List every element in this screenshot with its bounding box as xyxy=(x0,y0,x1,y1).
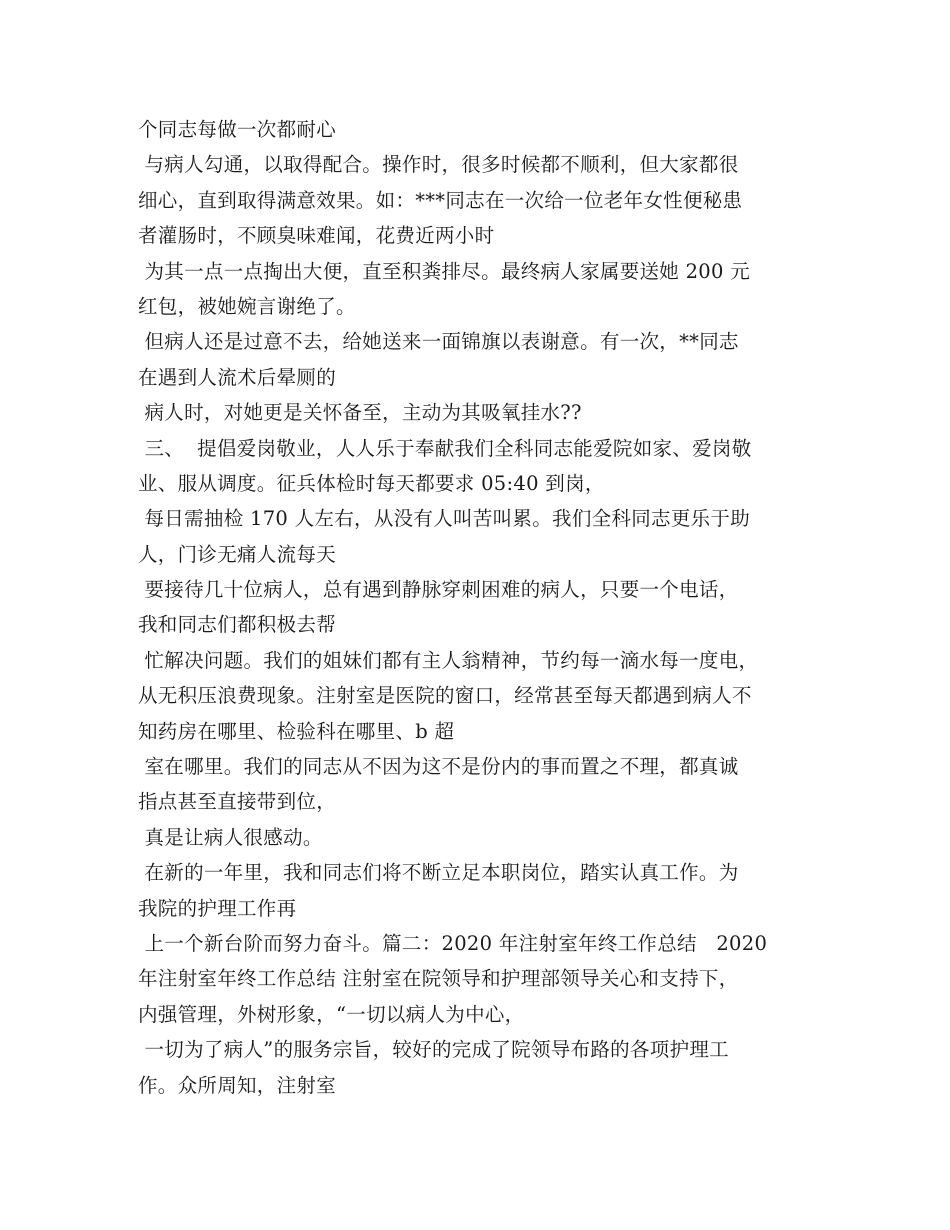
text-line: 但病人还是过意不去，给她送来一面锦旗以表谢意。有一次，**同志 xyxy=(138,330,739,354)
text-line: 一切为了病人”的服务宗旨，较好的完成了院领导布路的各项护理工 xyxy=(138,1038,729,1062)
text-line: 内强管理，外树形象，“一切以病人为中心， xyxy=(138,1002,525,1026)
text-line: 室在哪里。我们的同志从不因为这不是份内的事而置之不理，都真诚 xyxy=(138,755,739,779)
text-line: 真是让病人很感动。 xyxy=(138,825,323,849)
text-line: 红包，被她婉言谢绝了。 xyxy=(138,294,356,318)
text-line: 指点甚至直接带到位， xyxy=(138,790,337,814)
text-line: 个同志每做一次都耐心 xyxy=(138,118,337,141)
text-line: 细心，直到取得满意效果。如：***同志在一次给一位老年女性便秘患 xyxy=(138,188,743,212)
text-line: 年注射室年终工作总结 注射室在院领导和护理部领导关心和支持下， xyxy=(138,967,739,991)
text-line: 每日需抽检 170 人左右，从没有人叫苦叫累。我们全科同志更乐于助 xyxy=(138,507,751,531)
text-line: 在新的一年里，我和同志们将不断立足本职岗位，踏实认真工作。为 xyxy=(138,861,739,885)
text-line: 知药房在哪里、检验科在哪里、b 超 xyxy=(138,719,455,743)
text-line: 者灌肠时，不顾臭味难闻，花费近两小时 xyxy=(138,224,495,248)
text-line: 从无积压浪费现象。注射室是医院的窗口，经常甚至每天都遇到病人不 xyxy=(138,684,752,708)
text-line: 上一个新台阶而努力奋斗。篇二：2020 年注射室年终工作总结 2020 xyxy=(138,931,768,955)
text-line: 作。众所周知，注射室 xyxy=(138,1073,337,1097)
document-body-text xyxy=(138,112,828,1103)
text-line: 忙解决问题。我们的姐妹们都有主人翁精神，节约每一滴水每一度电， xyxy=(138,648,759,672)
text-line: 人，门诊无痛人流每天 xyxy=(138,542,337,566)
text-line: 要接待几十位病人，总有遇到静脉穿刺困难的病人，只要一个电话， xyxy=(138,578,739,602)
text-line: 在遇到人流术后晕厕的 xyxy=(138,365,337,389)
text-line: 与病人勾通，以取得配合。操作时，很多时候都不顺利，但大家都很 xyxy=(138,153,739,177)
text-line: 业、服从调度。征兵体检时每天都要求 05:40 到岗， xyxy=(138,471,605,495)
text-line: 三、 提倡爱岗敬业，人人乐于奉献我们全科同志能爱院如家、爱岗敬 xyxy=(138,436,752,460)
text-line: 为其一点一点掏出大便，直至积粪排尽。最终病人家属要送她 200 元 xyxy=(138,259,751,283)
text-line: 我和同志们都积极去帮 xyxy=(138,613,337,637)
text-line: 我院的护理工作再 xyxy=(138,896,297,920)
text-line: 病人时，对她更是关怀备至，主动为其吸氧挂水?? xyxy=(138,401,582,425)
